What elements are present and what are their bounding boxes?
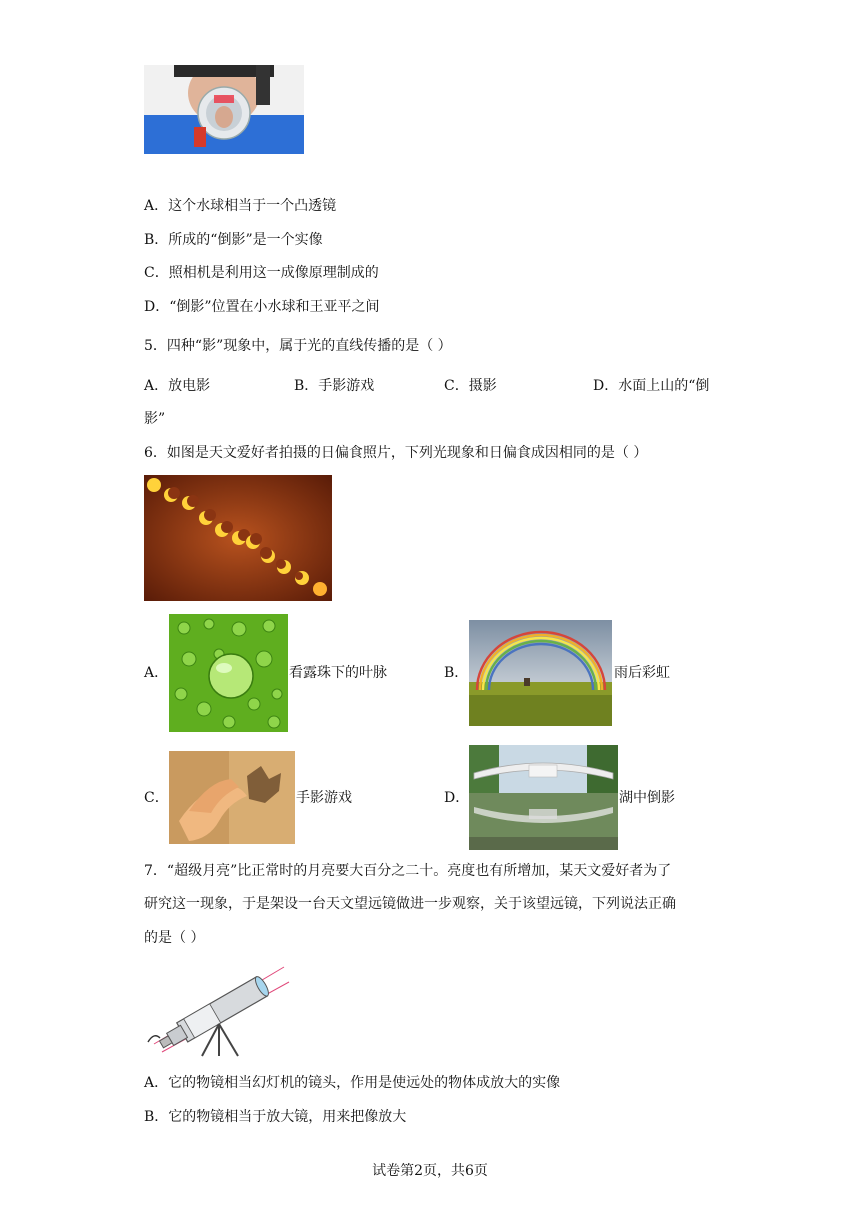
q5-option-b: B．手影游戏 [294, 378, 375, 394]
q4-option-a: A．这个水球相当于一个凸透镜 [144, 198, 337, 214]
rainbow-photo [469, 620, 612, 726]
q5-option-d-continued: 影” [144, 411, 166, 427]
q4-option-b: B．所成的“倒影”是一个实像 [144, 232, 323, 248]
hand-shadow-photo [169, 751, 295, 844]
q7-stem-line-1: 7．“超级月亮”比正常时的月亮要大百分之二十。亮度也有所增加，某天文爱好者为了 [144, 863, 672, 879]
page-footer: 试卷第2页，共6页 [372, 1163, 488, 1179]
telescope-illustration [144, 962, 294, 1058]
q6-option-d-caption: 湖中倒影 [619, 790, 675, 806]
q7-option-a: A．它的物镜相当幻灯机的镜头，作用是使远处的物体成放大的实像 [144, 1075, 561, 1091]
q4-option-d: D．“倒影”位置在小水球和王亚平之间 [144, 299, 380, 315]
q6-option-a-letter: A． [144, 665, 169, 681]
q6-stem: 6．如图是天文爱好者拍摄的日偏食照片，下列光现象和日偏食成因相同的是（ ） [144, 445, 648, 461]
dewdrop-leaf-photo [169, 614, 288, 732]
q6-option-b-caption: 雨后彩虹 [614, 665, 670, 681]
q5-stem: 5．四种“影”现象中，属于光的直线传播的是（ ） [144, 338, 452, 354]
water-ball-photo [144, 65, 304, 154]
partial-eclipse-photo [144, 475, 332, 601]
q5-option-c: C．摄影 [444, 378, 497, 394]
q4-option-c: C．照相机是利用这一成像原理制成的 [144, 265, 379, 281]
q6-option-c-caption: 手影游戏 [296, 790, 352, 806]
q6-option-d-letter: D． [444, 790, 470, 806]
lake-bridge-reflection-photo [469, 745, 618, 850]
q7-stem-line-2: 研究这一现象，于是架设一台天文望远镜做进一步观察，关于该望远镜，下列说法正确 [144, 896, 676, 912]
q6-option-a-caption: 看露珠下的叶脉 [289, 665, 387, 681]
q7-stem-line-3: 的是（ ） [144, 930, 205, 946]
q6-option-b-letter: B． [444, 665, 469, 681]
q6-option-c-letter: C． [144, 790, 169, 806]
q7-option-b: B．它的物镜相当于放大镜，用来把像放大 [144, 1109, 407, 1125]
q5-option-a: A．放电影 [144, 378, 211, 394]
q5-option-d: D．水面上山的“倒 [593, 378, 710, 394]
